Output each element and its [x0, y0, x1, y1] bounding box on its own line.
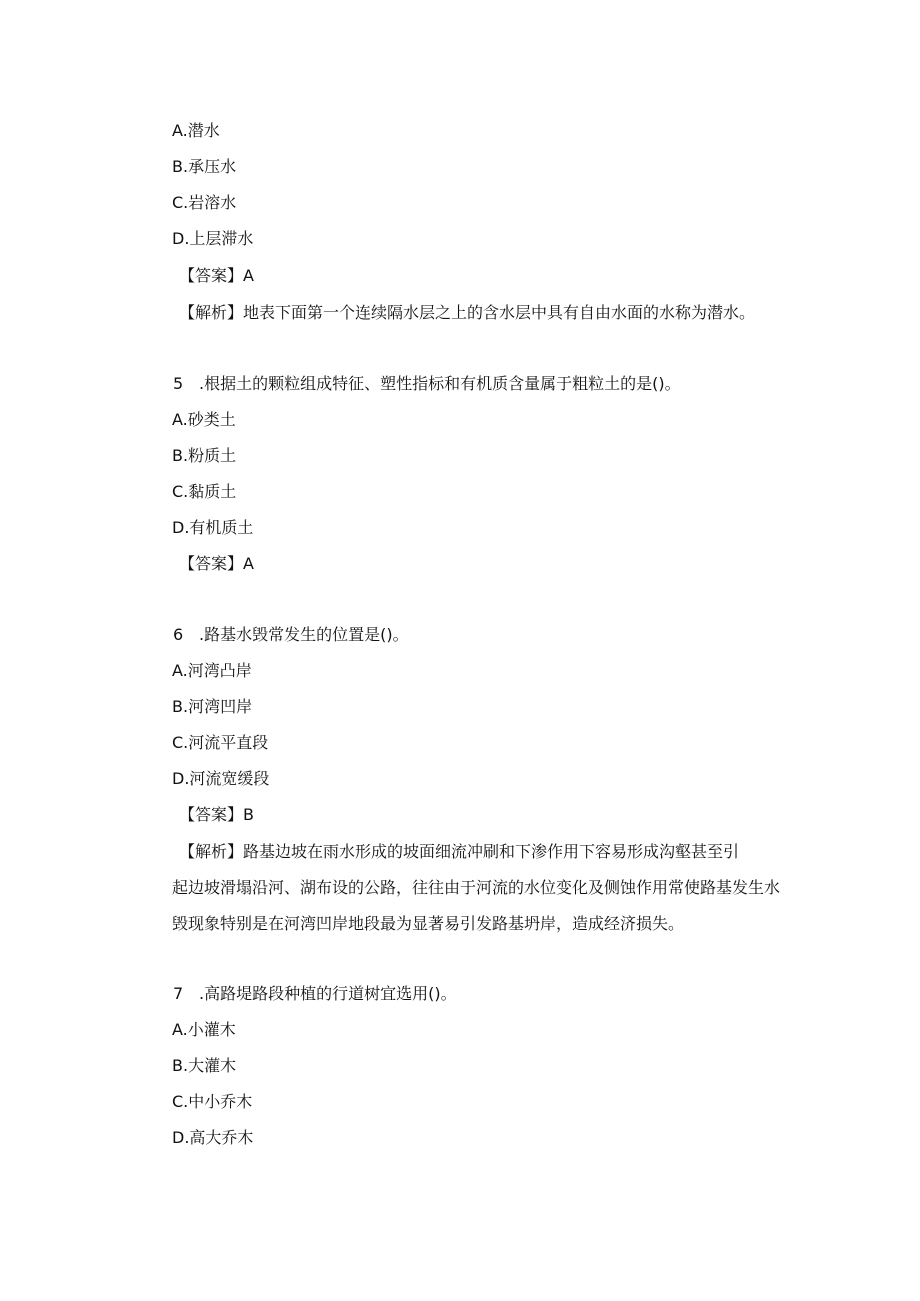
q7-option-c: C.中小乔木: [172, 1092, 253, 1111]
q5-option-d: D.有机质土: [172, 518, 254, 537]
q6-stem: .路基水毁常发生的位置是()。: [199, 625, 409, 644]
q6-number: 6: [173, 625, 184, 644]
q6-stem-line: [173, 625, 409, 645]
q6-explanation-line-3: 毁现象特别是在河湾凹岸地段最为显著易引发路基坍岸，造成经济损失。: [172, 914, 685, 933]
q7-number: 7: [173, 984, 184, 1003]
q6-answer: 【答案】B: [179, 805, 254, 824]
q4-option-c: C.岩溶水: [172, 193, 237, 212]
q6-explanation-line-2: 起边坡滑塌沿河、湖布设的公路，往往由于河流的水位变化及侧蚀作用常使路基发生水: [172, 878, 781, 897]
q4-option-a: A.潜水: [172, 121, 220, 140]
q4-option-d: D.上层滞水: [172, 229, 254, 248]
q6-option-d: D.河流宽缓段: [172, 769, 270, 788]
q4-explanation: 【解析】地表下面第一个连续隔水层之上的含水层中具有自由水面的水称为潜水。: [179, 303, 756, 322]
q5-option-b: B.粉质土: [172, 446, 237, 465]
q7-option-a: A.小灌木: [172, 1020, 236, 1039]
q6-explanation-line-1: 【解析】路基边坡在雨水形成的坡面细流冲刷和下渗作用下容易形成沟壑甚至引: [179, 842, 740, 861]
q6-option-a: A.河湾凸岸: [172, 661, 252, 680]
q7-stem-line: [173, 984, 457, 1004]
q4-answer: 【答案】A: [179, 266, 254, 285]
q6-option-c: C.河流平直段: [172, 733, 269, 752]
q7-option-b: B.大灌木: [172, 1056, 237, 1075]
q5-answer: 【答案】A: [179, 554, 254, 573]
q4-option-b: B.承压水: [172, 157, 237, 176]
q5-number: 5: [173, 374, 184, 393]
q5-stem: .根据土的颗粒组成特征、塑性指标和有机质含量属于粗粒土的是()。: [199, 374, 681, 393]
q7-stem: .高路堤路段种植的行道树宜选用()。: [199, 984, 457, 1003]
q7-option-d: D.高大乔木: [172, 1128, 254, 1147]
q5-option-a: A.砂类土: [172, 410, 236, 429]
q5-option-c: C.黏质土: [172, 482, 237, 501]
q6-option-b: B.河湾凹岸: [172, 697, 253, 716]
q5-stem-line: [173, 374, 681, 394]
